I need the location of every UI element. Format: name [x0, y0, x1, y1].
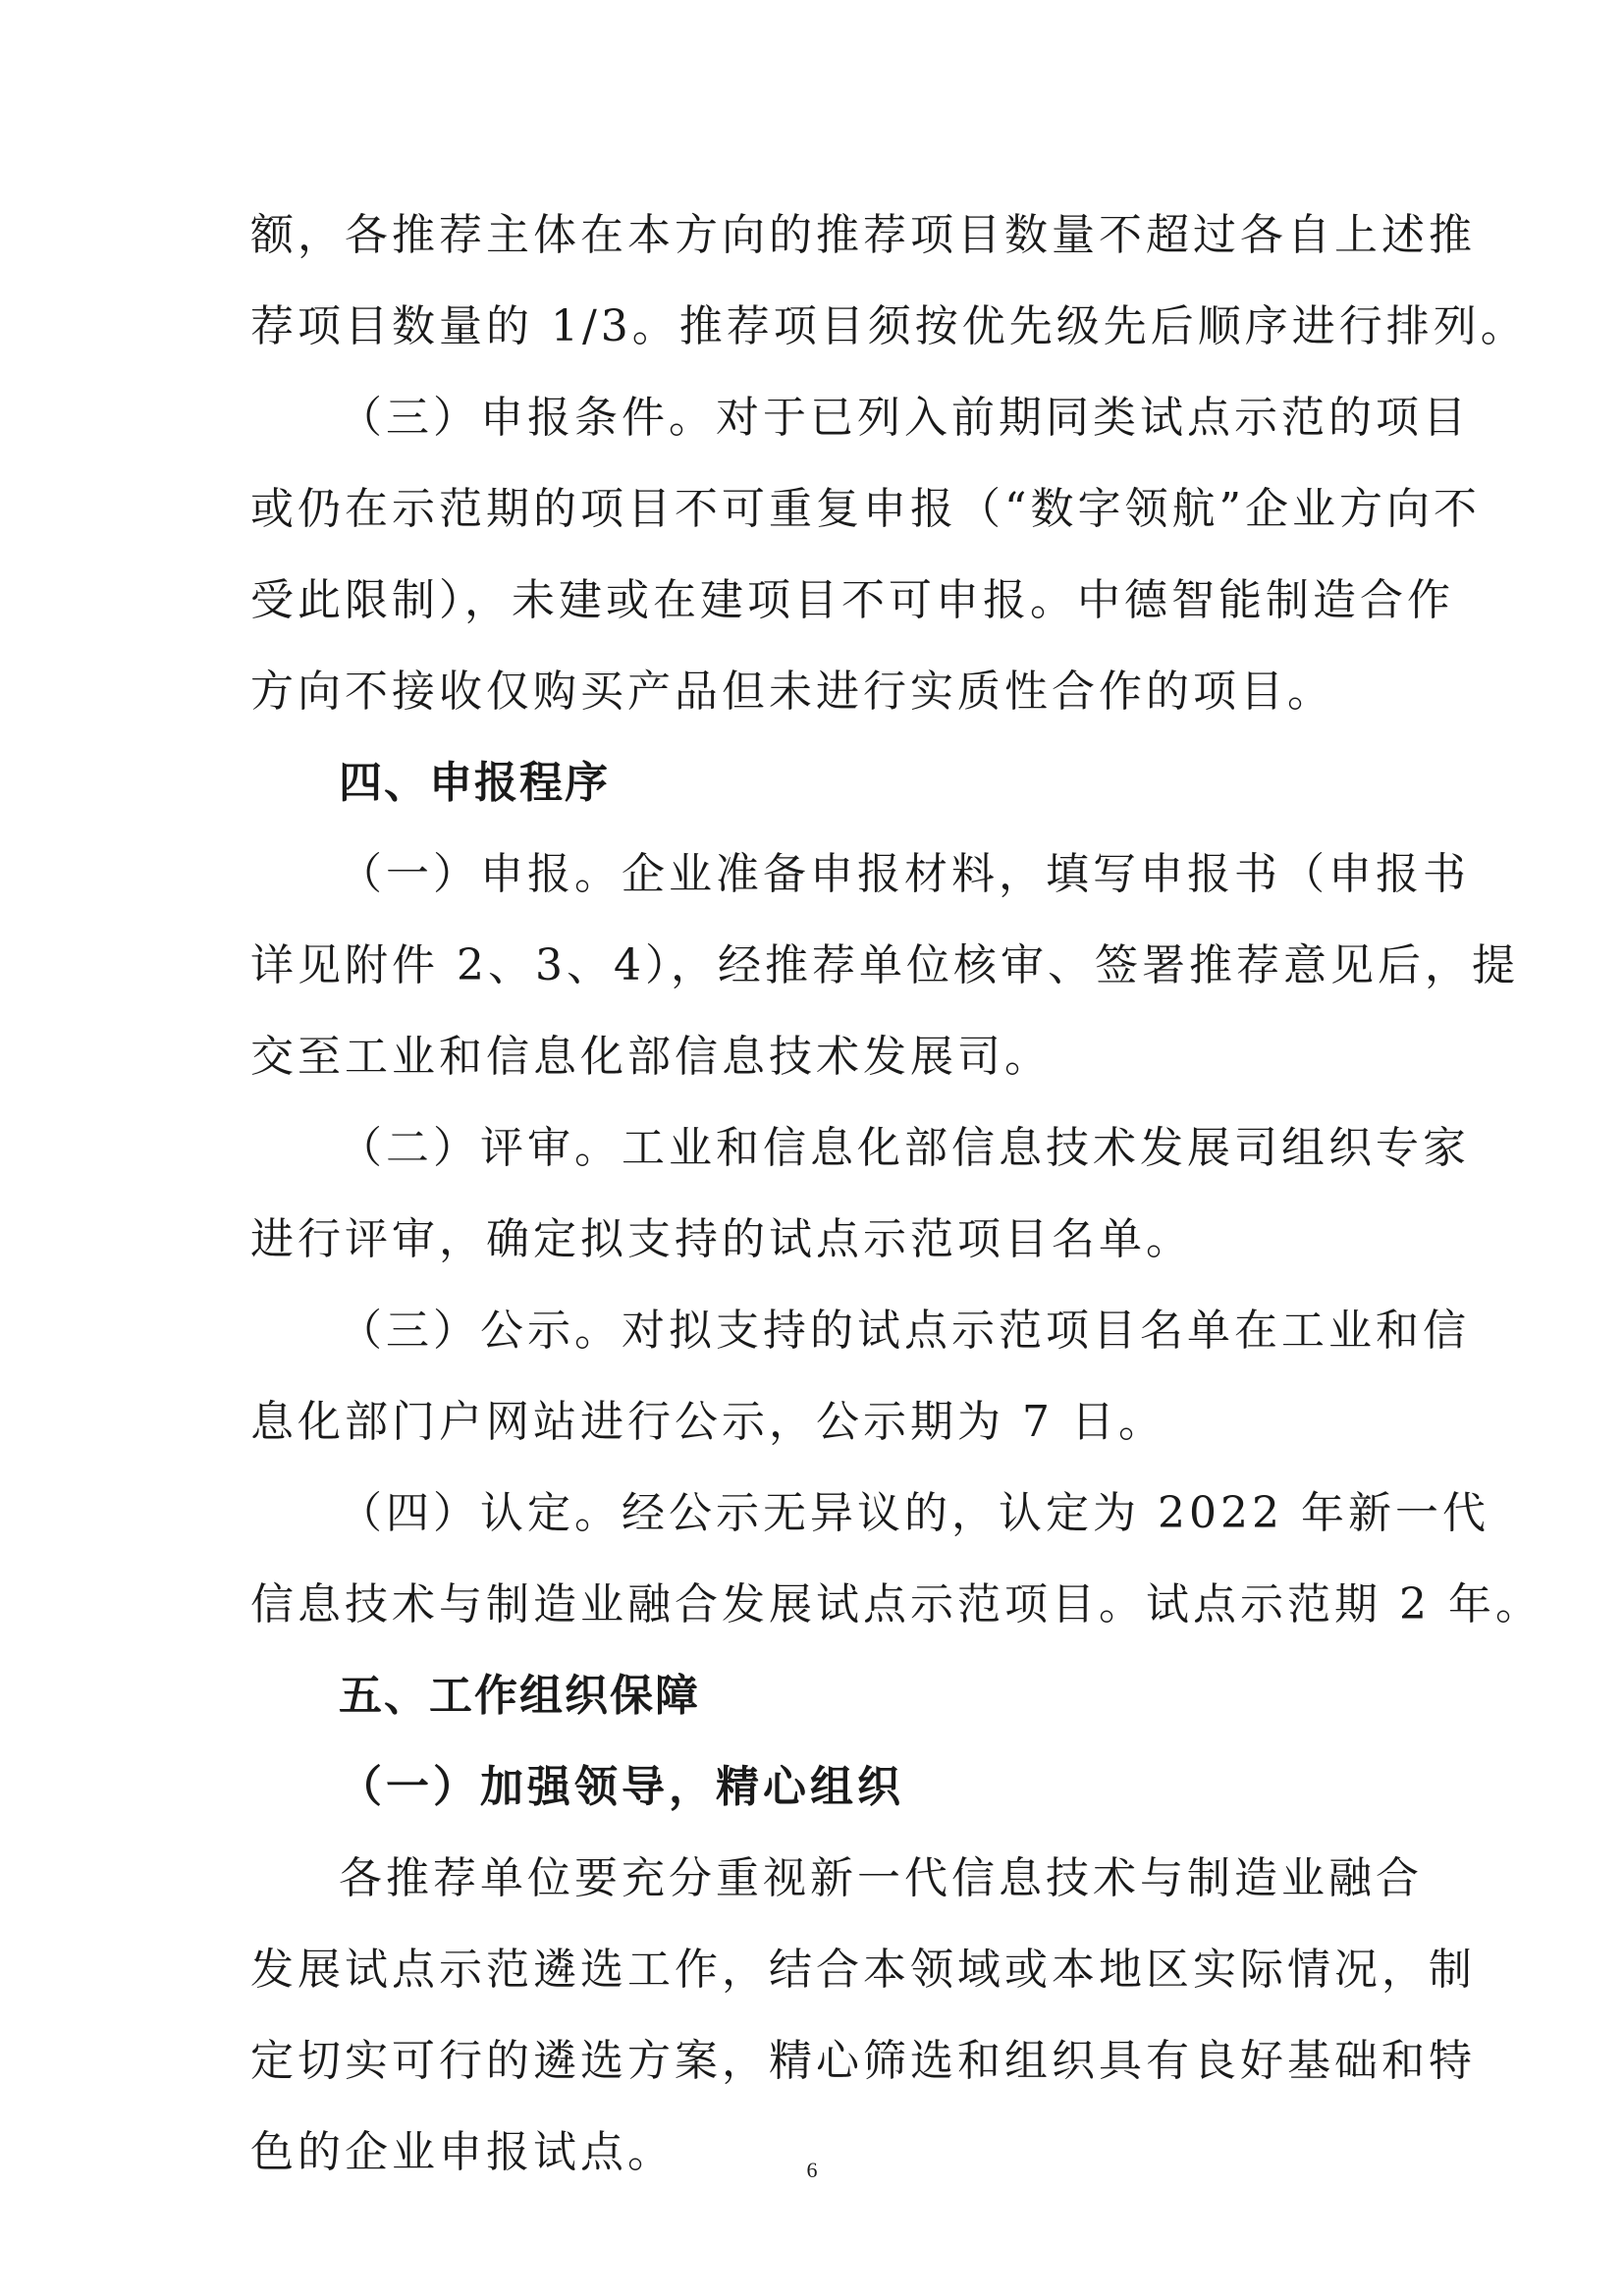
paragraph-line: （三）公示。对拟支持的试点示范项目名单在工业和信	[339, 1306, 1470, 1356]
paragraph-line: 各推荐单位要充分重视新一代信息技术与制造业融合	[339, 1853, 1423, 1903]
paragraph-line: （二）评审。工业和信息化部信息技术发展司组织专家	[339, 1123, 1470, 1173]
section-heading-5: 五、工作组织保障	[339, 1671, 700, 1721]
paragraph-line: 交至工业和信息化部信息技术发展司。	[250, 1032, 1052, 1082]
paragraph-line: 受此限制），未建或在建项目不可申报。中德智能制造合作	[250, 575, 1454, 625]
paragraph-line: （四）认定。经公示无异议的，认定为 2022 年新一代	[339, 1488, 1489, 1538]
section-heading-4: 四、申报程序	[339, 758, 610, 808]
paragraph-line: 发展试点示范遴选工作，结合本领域或本地区实际情况，制	[250, 1945, 1476, 1995]
paragraph-line: 信息技术与制造业融合发展试点示范项目。试点示范期 2 年。	[250, 1579, 1543, 1629]
paragraph-line: 方向不接收仅购买产品但未进行实质性合作的项目。	[250, 667, 1334, 717]
page-number: 6	[806, 2158, 818, 2182]
paragraph-line: 详见附件 2、3、4），经推荐单位核审、签署推荐意见后，提	[250, 940, 1519, 990]
paragraph-line: 息化部门户网站进行公示，公示期为 7 日。	[250, 1397, 1165, 1447]
paragraph-line: 定切实可行的遴选方案，精心筛选和组织具有良好基础和特	[250, 2036, 1476, 2086]
paragraph-line: （三）申报条件。对于已列入前期同类试点示范的项目	[339, 393, 1470, 443]
subsection-heading: （一）加强领导，精心组织	[339, 1762, 904, 1812]
paragraph-line: （一）申报。企业准备申报材料，填写申报书（申报书	[339, 849, 1470, 899]
paragraph-line: 额，各推荐主体在本方向的推荐项目数量不超过各自上述推	[250, 210, 1476, 260]
paragraph-line: 色的企业申报试点。	[250, 2127, 675, 2177]
paragraph-line: 或仍在示范期的项目不可重复申报（“数字领航”企业方向不	[250, 484, 1481, 534]
paragraph-line: 荐项目数量的 1/3。推荐项目须按优先级先后顺序进行排列。	[250, 301, 1528, 351]
paragraph-line: 进行评审，确定拟支持的试点示范项目名单。	[250, 1214, 1193, 1264]
